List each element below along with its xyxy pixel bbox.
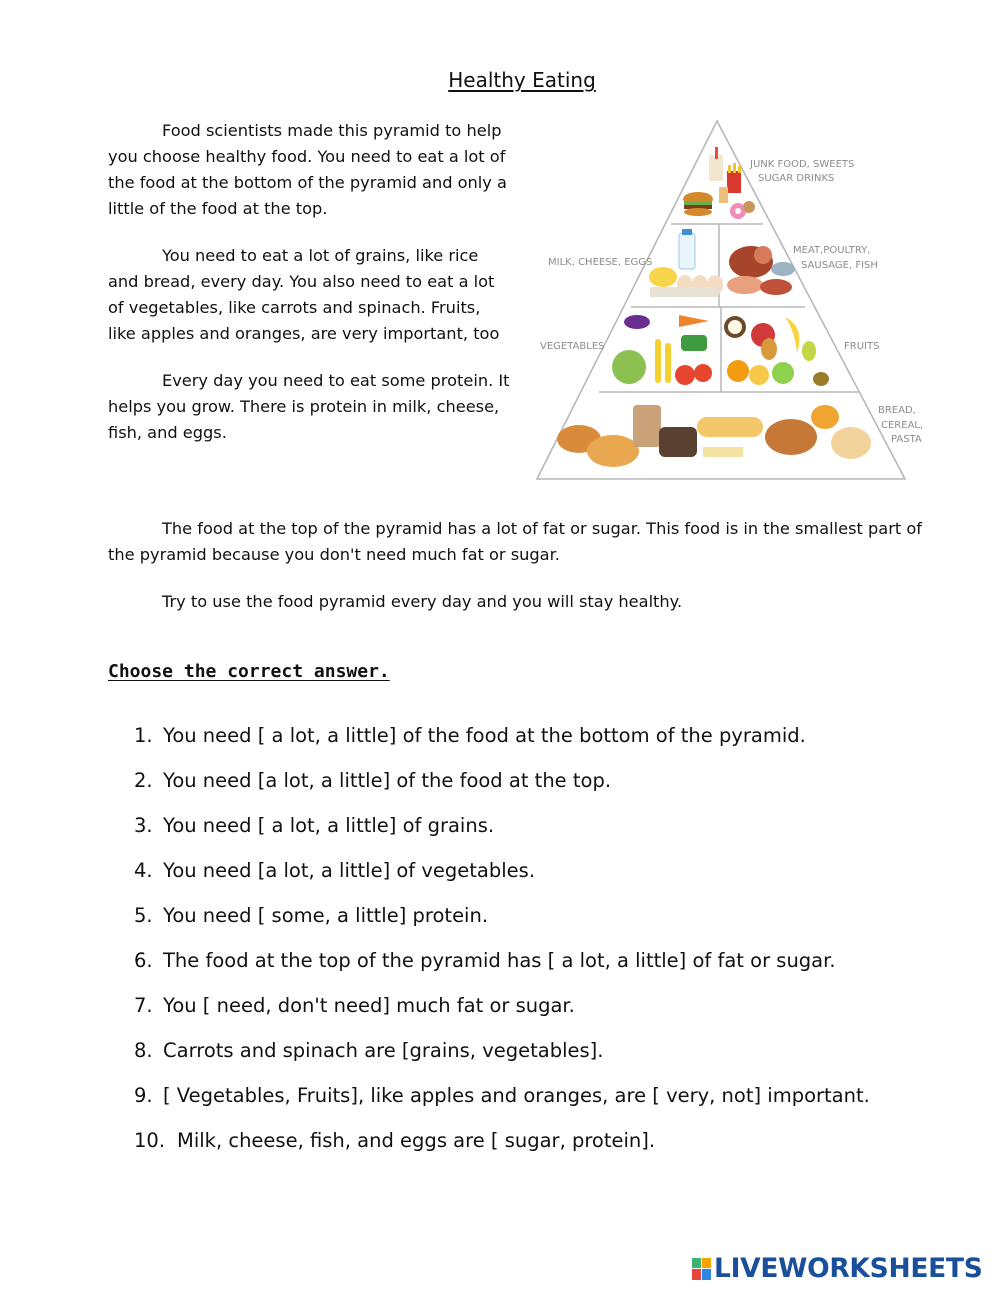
question-number: 7. [134,994,153,1017]
question-text: You need [ a lot, a little] of grains. [163,814,495,837]
question-number: 2. [134,769,153,792]
liveworksheets-logo[interactable] [692,1254,988,1284]
question-item[interactable] [134,1037,870,1082]
question-number: 9. [134,1084,153,1107]
label-pasta: PASTA [891,434,922,445]
question-item[interactable] [134,767,870,812]
question-number: 5. [134,904,153,927]
question-item[interactable] [134,992,870,1037]
food-pyramid-illustration [533,117,933,489]
label-meat: MEAT,POULTRY, [793,245,871,256]
question-text: You need [a lot, a little] of vegetables. [163,859,536,882]
question-number: 6. [134,949,153,972]
label-sausage-fish: SAUSAGE, FISH [801,260,878,271]
label-vegetables: VEGETABLES [540,341,605,352]
question-item[interactable] [134,1082,870,1127]
label-dairy: MILK, CHEESE, EGGS [548,257,653,268]
page-title: Healthy Eating [448,68,596,92]
question-text: You need [ some, a little] protein. [163,904,489,927]
question-item[interactable] [134,902,870,947]
question-item[interactable] [134,722,870,767]
question-number: 1. [134,724,153,747]
question-item[interactable] [134,812,870,857]
question-text: The food at the top of the pyramid has [ a lot, a little] of fat or sugar. [163,949,836,972]
questions-heading: Choose the correct answer. [108,661,390,682]
label-cereal: CEREAL, [881,420,924,431]
paragraph-1: Food scientists made this pyramid to help you choose healthy food. You need to eat a lot of the food at the bottom of the pyramid and only a little of the food at the top. [108,121,507,218]
intro-text [108,118,513,446]
label-sugar-drinks: SUGAR DRINKS [758,173,835,184]
question-list [134,722,870,1172]
paragraph-5: Try to use the food pyramid every day and you will stay healthy. [162,592,683,611]
question-item[interactable] [134,857,870,902]
question-number: 10. [134,1129,166,1152]
paragraph-2: You need to eat a lot of grains, like rice and bread, every day. You also need to eat a lot of vegetables, like carrots and spinach. Fruits, like apples and oranges, are very important, too [108,246,500,343]
question-number: 8. [134,1039,153,1062]
question-number: 4. [134,859,153,882]
label-fruits: FRUITS [844,341,880,352]
paragraph-4: The food at the top of the pyramid has a lot of fat or sugar. This food is in the smallest part of the pyramid because you don't need much fat or sugar. [108,519,922,564]
question-text: Milk, cheese, fish, and eggs are [ sugar, protein]. [177,1129,656,1152]
liveworksheets-logo-icon [692,1258,712,1280]
question-text: You need [ a lot, a little] of the food at the bottom of the pyramid. [163,724,806,747]
label-junk-food: JUNK FOOD, SWEETS [750,159,855,170]
question-item[interactable] [134,947,870,992]
question-number: 3. [134,814,153,837]
question-text: Carrots and spinach are [grains, vegetables]. [163,1039,604,1062]
question-item[interactable] [134,1127,870,1172]
question-text: You need [a lot, a little] of the food at the top. [163,769,612,792]
liveworksheets-brand-text: LIVEWORKSHEETS [714,1253,983,1284]
paragraph-3: Every day you need to eat some protein. It helps you grow. There is protein in milk, cheese, fish, and eggs. [108,371,510,442]
question-text: You [ need, don't need] much fat or sugar. [163,994,575,1017]
label-bread: BREAD, [878,405,916,416]
question-text: [ Vegetables, Fruits], like apples and oranges, are [ very, not] important. [163,1084,870,1107]
